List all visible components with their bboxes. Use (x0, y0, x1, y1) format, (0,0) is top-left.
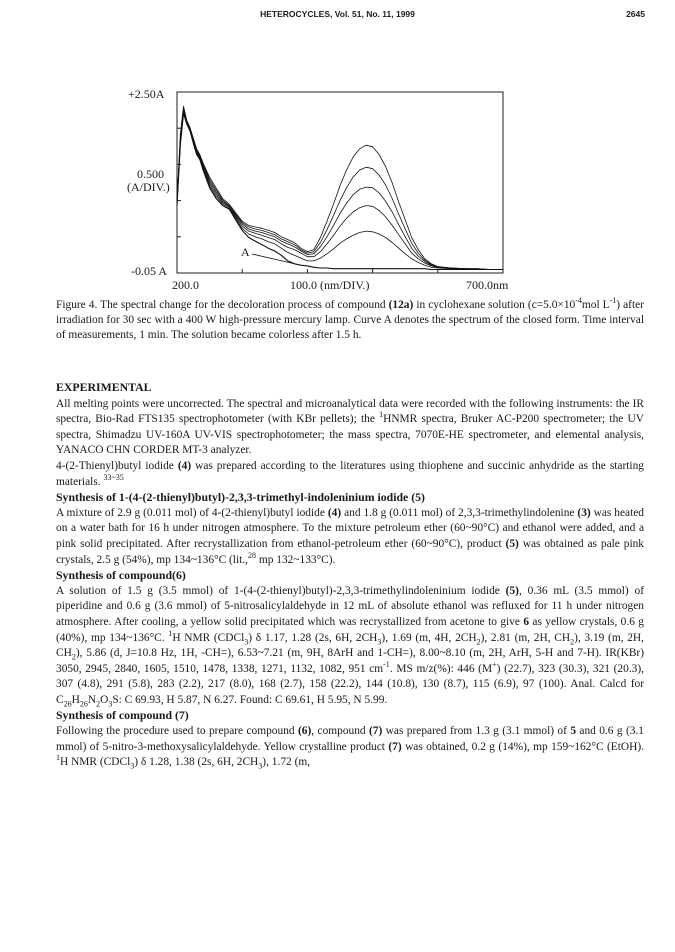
text-run: , compound (311, 725, 369, 738)
x-tick-right: 700.0nm (466, 278, 509, 292)
text-run: mp 132~133°C). (256, 553, 336, 566)
text-run: and 1.8 g (0.011 mol) of 2,3,3-trimethylindolenine (341, 506, 578, 519)
paragraph-iodide (56, 459, 644, 490)
text-run: ), 3.19 (m, 2H, CH (56, 631, 645, 660)
text-run: S: C 69.93, H 5.87, N 6.27. Found: C 69.61, H 5.95, N 5.99. (112, 693, 388, 706)
text-run: . MS m/z(%): 446 (M (389, 662, 493, 675)
subscript: 3 (130, 761, 135, 771)
section-heading-synthesis-5: Synthesis of 1-(4-(2-thienyl)butyl)-2,3,3-trimethyl-indoleninium iodide (5) (56, 490, 425, 505)
text-run: ), 2.81 (m, 2H, CH (480, 631, 571, 644)
superscript: 1 (168, 628, 173, 638)
spectrum-curve-a (177, 113, 503, 269)
compound-ref: (5) (505, 584, 519, 597)
figure-caption (56, 298, 644, 344)
text-run: A solution of 1.5 g (3.5 mmol) of 1-(4-(2-thienyl)butyl)-2,3,3-trimethylindoleninium iodide (56, 584, 506, 597)
spectrum-curve-3 (177, 108, 503, 270)
paragraph-synthesis-5 (56, 506, 644, 568)
compound-ref: (5) (505, 537, 519, 550)
text-run: H NMR (CDCl (172, 631, 245, 644)
text-run: H (71, 693, 80, 706)
spectrum-curve-4 (177, 109, 503, 270)
caption-compound: (12a) (388, 299, 414, 311)
superscript: 1 (379, 410, 384, 420)
text-run: was obtained, 0.2 g (14%), mp 159~162°C (EtOH). (401, 740, 644, 753)
compound-ref: 6 (523, 615, 530, 628)
text-run: H NMR (CDCl (60, 756, 131, 769)
superscript: 1 (56, 753, 60, 763)
subscript: 2 (476, 636, 481, 646)
spectrum-curve-6 (177, 112, 503, 270)
subscript: 2 (570, 636, 575, 646)
subscript: 3 (244, 636, 249, 646)
spectrum-curve-2 (177, 106, 503, 269)
y-tick-top: +2.50A (128, 87, 165, 101)
text-run: and 0.6 g (3.1 mmol) of 5-nitro-3-methoxysalicylaldehyde. Yellow crystalline product (56, 725, 644, 753)
spectrum-curve-5 (177, 111, 503, 270)
text-run: was heated on a water bath for 16 h under nitrogen atmosphere. To the mixture petroleum ether (60~90°C) and ethanol were added, and a pink solid precipitated. After recrystallization from ethanol-petroleum ether (60~90°C), product (56, 506, 645, 550)
text-run: 4-(2-Thienyl)butyl iodide (56, 459, 178, 472)
caption-text: Figure 4. The spectral change for the decoloration process of compound (56, 299, 389, 311)
compound-ref: (6) (297, 725, 312, 738)
text-run: ), 1.72 (m, (262, 756, 311, 769)
caption-text: ) after irradiation for 30 sec with a 400 W high-pressure mercury lamp. Curve A denotes the spectrum of the closed form. Time interval of measurements, 1 min. The solution became colorless after 1.5 h. (56, 299, 644, 342)
page-number: 2645 (626, 9, 645, 19)
paragraph-instruments (56, 397, 644, 459)
text-run: Following the procedure used to prepare compound (56, 725, 298, 738)
journal-citation: HETEROCYCLES, Vol. 51, No. 11, 1999 (260, 9, 415, 19)
spectrum-plot (0, 0, 675, 300)
citation-superscript: 33~35 (103, 472, 124, 482)
superscript: -1 (383, 659, 390, 669)
superscript: + (492, 659, 497, 669)
text-run: N (87, 693, 97, 706)
x-axis-unit: 100.0 (nm/DIV.) (290, 278, 370, 292)
text-run: ) δ 1.28, 1.38 (2s, 6H, 2CH (134, 756, 259, 769)
caption-text: mol L (581, 299, 610, 311)
y-tick-mid: 0.500 (137, 167, 164, 181)
section-heading-experimental: EXPERIMENTAL (56, 380, 152, 394)
y-axis-unit: (A/DIV.) (127, 180, 170, 194)
text-run: as yellow crystals, 0.6 g (40%), mp 134~136°C. (56, 615, 644, 644)
text-run: A mixture of 2.9 g (0.011 mol) of 4-(2-thienyl)butyl iodide (56, 506, 328, 519)
y-tick-bottom: -0.05 A (131, 264, 167, 278)
compound-ref: (7) (388, 740, 402, 753)
x-tick-left: 200.0 (172, 278, 199, 292)
subscript: 26 (63, 699, 72, 709)
text-run: , 0.36 mL (3.5 mmol) of piperidine and 0.6 g (3.6 mmol) of 5-nitrosalicylaldehyde in 12 mL of absolute ethanol was refluxed for 11 h under nitrogen atmosphere. After cooling, a yellow solid precipitated which was recrystallized from acetone to give (56, 584, 644, 628)
text-run: ) δ 1.17, 1.28 (2s, 6H, 2CH (248, 631, 378, 644)
caption-sup: -1 (609, 296, 617, 306)
caption-sup: -4 (575, 296, 582, 306)
plot-frame (177, 92, 503, 273)
text-run: ) (22.7), 323 (30.3), 321 (20.3), 307 (4.8), 291 (5.8), 283 (2.2), 217 (8.0), 168 (2.7), 158 (22.2), 144 (10.8), 130 (8.7), 115 (6.9), 97 (100). Anal. Calcd for C (56, 662, 644, 706)
compound-ref: (3) (577, 506, 591, 519)
subscript: 3 (258, 761, 263, 771)
citation-superscript: 28 (248, 550, 256, 560)
article-body (56, 380, 644, 771)
figure-4 (0, 0, 675, 300)
subscript: 3 (108, 699, 113, 709)
caption-text: in cyclohexane solution (c=5.0×10 (413, 299, 576, 311)
text-run: All melting points were uncorrected. The spectral and microanalytical data were recorded with the following instruments: the IR spectra, Bio-Rad FTS135 spectrophotometer (with KBr pellets); the (56, 397, 644, 426)
curve-a-leader (252, 254, 294, 264)
subscript: 2 (71, 652, 76, 662)
subscript: 26 (79, 699, 88, 709)
compound-ref: (7) (369, 725, 383, 738)
section-heading-synthesis-7: Synthesis of compound (7) (56, 708, 189, 723)
text-run: O (100, 693, 109, 706)
paragraph-synthesis-6 (56, 584, 644, 709)
subscript: 3 (377, 636, 382, 646)
paragraph-synthesis-7 (56, 724, 644, 771)
curve-a-label: A (241, 245, 250, 259)
compound-ref: (4) (177, 459, 192, 472)
text-run: was obtained as pale pink crystals, 2.5 g (54%), mp 134~136°C (lit., (56, 537, 645, 566)
compound-ref: 5 (570, 725, 577, 738)
compound-ref: (4) (327, 506, 342, 519)
text-run: ), 5.86 (d, J=10.8 Hz, 1H, -CH=), 6.53~7.21 (m, 9H, 8ArH and 1-CH=), 8.00~8.10 (m, 2H, ArH, 5-H and 7-H). IR(KBr) 3050, 2945, 2840, 1605, 1510, 1478, 1338, 1271, 1132, 1082, 951 cm (56, 647, 644, 675)
text-run: was prepared according to the literatures using thiophene and succinic anhydride as the starting materials. (56, 459, 644, 488)
text-run: was prepared from 1.3 g (3.1 mmol) of (382, 725, 571, 738)
subscript: 2 (96, 699, 101, 709)
text-run: HNMR spectra, Bruker AC-P200 spectrometer; the UV spectra, Shimadzu UV-160A UV-VIS spectrophotometer; the mass spectra, 7070E-HE spectrometer, and elemental analysis, YANACO CHN CORDER MT-3 analyzer. (56, 413, 644, 457)
section-heading-synthesis-6: Synthesis of compound(6) (56, 568, 186, 583)
text-run: ), 1.69 (m, 4H, 2CH (381, 631, 477, 644)
